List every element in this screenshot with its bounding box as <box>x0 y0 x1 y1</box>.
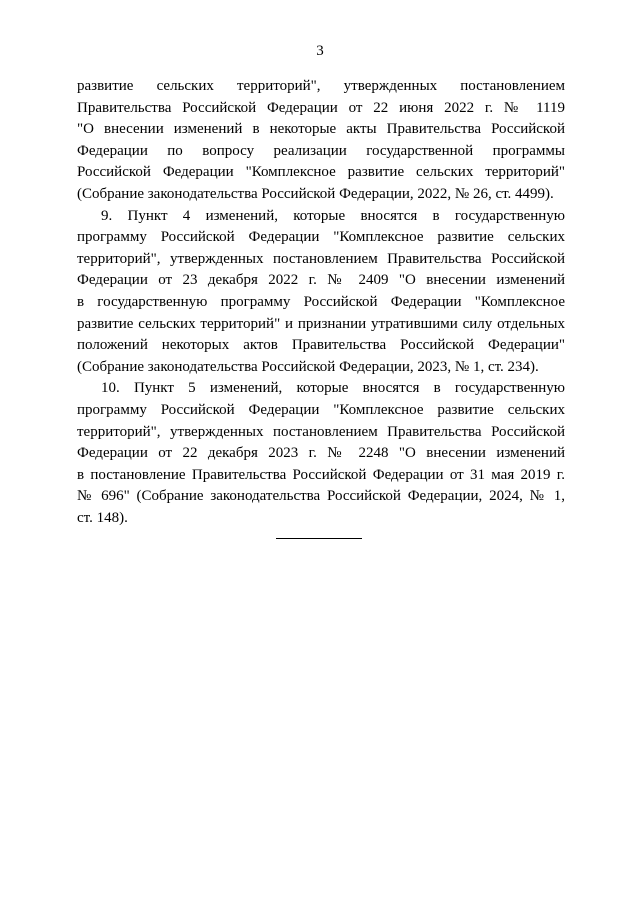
text-line: в государственную программу Российской Федерации "Комплексное <box>77 293 565 310</box>
text-line: № 696" (Собрание законодательства Российской Федерации, 2024, № 1, <box>77 488 565 505</box>
text-line: территорий", утвержденных постановлением Правительства Российской <box>77 250 565 267</box>
text-line: Федерации от 23 декабря 2022 г. № 2409 "О внесении изменений <box>77 272 565 289</box>
text-line: в постановление Правительства Российской Федерации от 31 мая 2019 г. <box>77 466 565 483</box>
text-line: развитие сельских территорий" и признании утратившими силу отдельных <box>77 315 565 332</box>
text-line: 9. Пункт 4 изменений, которые вносятся в государственную <box>101 207 565 224</box>
text-line: (Собрание законодательства Российской Федерации, 2023, № 1, ст. 234). <box>77 358 539 375</box>
paragraph-item-9 <box>77 206 565 379</box>
page-number: 3 <box>316 43 324 59</box>
text-line: программу Российской Федерации "Комплексное развитие сельских <box>77 401 565 418</box>
end-separator-line <box>276 538 362 539</box>
text-line: (Собрание законодательства Российской Федерации, 2022, № 26, ст. 4499). <box>77 185 554 202</box>
document-body <box>77 76 565 529</box>
text-line: "О внесении изменений в некоторые акты Правительства Российской <box>77 121 565 138</box>
text-line: Правительства Российской Федерации от 22 июня 2022 г. № 1119 <box>77 99 565 116</box>
text-line: положений некоторых актов Правительства Российской Федерации" <box>77 337 565 354</box>
text-line: Федерации от 22 декабря 2023 г. № 2248 "О внесении изменений <box>77 445 565 462</box>
text-line: Федерации по вопросу реализации государственной программы <box>77 142 565 159</box>
paragraph-item-10 <box>77 378 565 529</box>
paragraph-item-8-continuation <box>77 76 565 206</box>
text-line: программу Российской Федерации "Комплексное развитие сельских <box>77 229 565 246</box>
text-line: Российской Федерации "Комплексное развитие сельских территорий" <box>77 164 565 181</box>
text-line: развитие сельских территорий", утвержденных постановлением <box>77 78 565 94</box>
text-line: территорий", утвержденных постановлением Правительства Российской <box>77 423 565 440</box>
text-line: 10. Пункт 5 изменений, которые вносятся в государственную <box>101 380 565 397</box>
text-line: ст. 148). <box>77 509 128 526</box>
